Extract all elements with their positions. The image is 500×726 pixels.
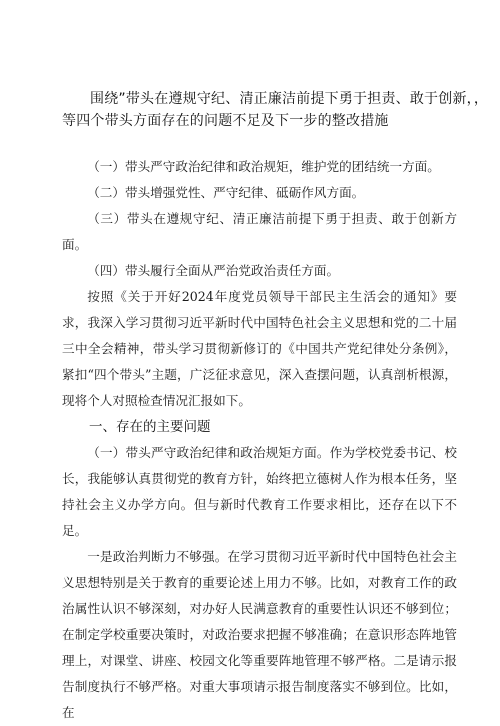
intro-paragraph: 按照《关于开好2024年度党员领导干部民主生活会的通知》要求，我深入学习贯彻习近平新时代中国特色社会主义思想和党的二十届三中全会精神，带头学习贯彻新修订的《中国共产党纪律处分条例》，紧扣“四个带头”主题，广泛征求意见，深入查摆问题，认真剖析根源，现将个人对照检查情况汇报如下。 [62,289,457,408]
document-body [62,154,457,726]
section-1-paragraph-2: 一是政治判断力不够强。在学习贯彻习近平新时代中国特色社会主义思想特别是关于教育的重要论述上用力不够。比如，对教育工作的政治属性认识不够深刻，对办好人民满意教育的重要性认识还不够到位；在制定学校重要决策时，对政治要求把握不够准确；在意识形态阵地管理上，对课堂、讲座、校园文化等重要阵地管理不够严格。二是请示报告制度执行不够严格。对重大事项请示报告制度落实不够到位。比如，在 [62,549,457,720]
title-line-2: 等四个带头方面存在的问题不足及下一步的整改措施 [62,113,389,129]
item-2: （二）带头增强党性、严守纪律、砥砺作风方面。 [87,185,365,200]
item-1: （一）带头严守政治纪律和政治规矩，维护党的团结统一方面。 [87,159,440,174]
item-4: （四）带头履行全面从严治党政治责任方面。 [87,263,340,278]
section-1-heading: 一、存在的主要问题 [89,419,211,435]
title-line-1: 围绕”带头在遵规守纪、清正廉洁前提下勇于担责、敢于创新，， [90,91,489,107]
item-3: （三）带头在遵规守纪、清正廉洁前提下勇于担责、敢于创新方面。 [62,211,457,252]
section-1-paragraph-1: （一）带头严守政治纪律和政治规矩方面。作为学校党委书记、校长，我能够认真贯彻党的教育方针，始终把立德树人作为根本任务，坚持社会主义办学方向。但与新时代教育工作要求相比，还存在以下不足。 [62,445,457,538]
document-title [62,88,489,132]
